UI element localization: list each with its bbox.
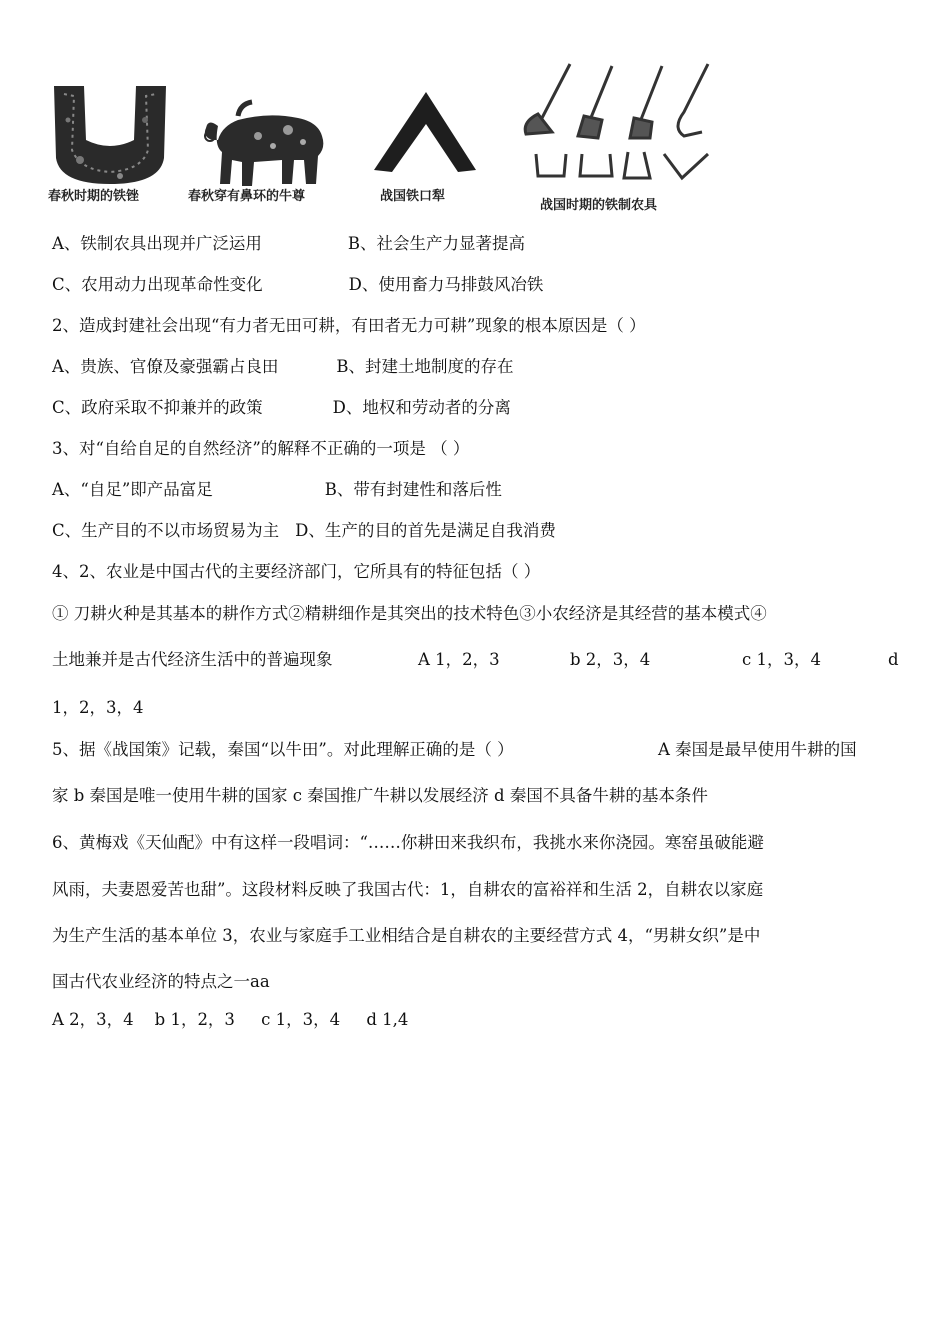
caption-ox-vessel: 春秋穿有鼻环的牛尊 <box>188 189 306 204</box>
q3-option-a: A、“自足”即产品富足 <box>52 480 213 499</box>
q4-option-b: b 2，3，4 <box>570 650 651 669</box>
q2-row1 <box>52 357 514 377</box>
q3-row2 <box>52 521 556 541</box>
q4-stem: 4、2、农业是中国古代的主要经济部门，它所具有的特征包括（ ） <box>52 562 541 581</box>
q2-option-b: B、封建土地制度的存在 <box>336 357 514 376</box>
q6-line1: 6、黄梅戏《天仙配》中有这样一段唱词：“……你耕田来我织布，我挑水来你浇园。寒窑虽破能避 <box>52 833 764 852</box>
q6-line2: 风雨，夫妻恩爱苦也甜”。这段材料反映了我国古代：1，自耕农的富裕祥和生活 2，自耕农以家庭 <box>52 880 764 899</box>
q4-option-c: c 1，3，4 <box>742 650 821 669</box>
iron-plough-image <box>370 88 480 178</box>
q2-option-a: A、贵族、官僚及豪强霸占良田 <box>52 357 279 376</box>
caption-iron-file: 春秋时期的铁锉 <box>48 189 140 204</box>
q4-line3: 1，2，3，4 <box>52 698 144 717</box>
q1-option-d: D、使用畜力马排鼓风冶铁 <box>348 275 544 294</box>
q6-options: A 2，3，4 b 1，2，3 c 1，3，4 d 1,4 <box>52 1010 409 1029</box>
caption-iron-tools: 战国时期的铁制农具 <box>540 198 658 213</box>
q4-line2 <box>52 650 898 670</box>
q3-stem: 3、对“自给自足的自然经济”的解释不正确的一项是 （ ） <box>52 439 470 458</box>
q4-line2-text: 土地兼并是古代经济生活中的普遍现象 <box>52 650 333 669</box>
q3-row1 <box>52 480 502 500</box>
q5-line2: 家 b 秦国是唯一使用牛耕的国家 c 秦国推广牛耕以发展经济 d 秦国不具备牛耕的基本条件 <box>52 786 708 805</box>
caption-iron-plough: 战国铁口犁 <box>380 189 446 204</box>
q5-stem: 5、据《战国策》记载，秦国“以牛田”。对此理解正确的是（ ） <box>52 740 514 759</box>
q1-row2 <box>52 275 543 295</box>
q1-option-b: B、社会生产力显著提高 <box>347 234 526 253</box>
q2-row2 <box>52 398 511 418</box>
ox-vessel-image <box>198 96 338 191</box>
q5-line1 <box>52 740 898 760</box>
q2-option-d: D、地权和劳动者的分离 <box>332 398 511 417</box>
q3-option-d: D、生产的目的首先是满足自我消费 <box>295 521 556 540</box>
q1-option-a: A、铁制农具出现并广泛运用 <box>52 234 262 253</box>
q1-row1 <box>52 234 525 254</box>
q4-line1: ① 刀耕火种是其基本的耕作方式②精耕细作是其突出的技术特色③小农经济是其经营的基本模式④ <box>52 604 767 623</box>
iron-file-image <box>50 80 170 190</box>
q5-option-a: A 秦国是最早使用牛耕的国 <box>658 740 857 759</box>
q2-option-c: C、政府采取不抑兼并的政策 <box>52 398 263 417</box>
q3-option-c: C、生产目的不以市场贸易为主 <box>52 521 280 540</box>
q1-option-c: C、农用动力出现革命性变化 <box>52 275 263 294</box>
q4-option-d-prefix: d <box>888 650 899 669</box>
figure-strip <box>48 58 728 218</box>
q4-option-a: A 1，2，3 <box>418 650 500 669</box>
q3-option-b: B、带有封建性和落后性 <box>324 480 502 499</box>
q2-stem: 2、造成封建社会出现“有力者无田可耕，有田者无力可耕”现象的根本原因是（ ） <box>52 316 646 335</box>
q6-line4: 国古代农业经济的特点之一aa <box>52 972 270 991</box>
q6-line3: 为生产生活的基本单位 3，农业与家庭手工业相结合是自耕农的主要经营方式 4，“男耕女织”是中 <box>52 926 761 945</box>
iron-tools-image <box>512 58 722 188</box>
